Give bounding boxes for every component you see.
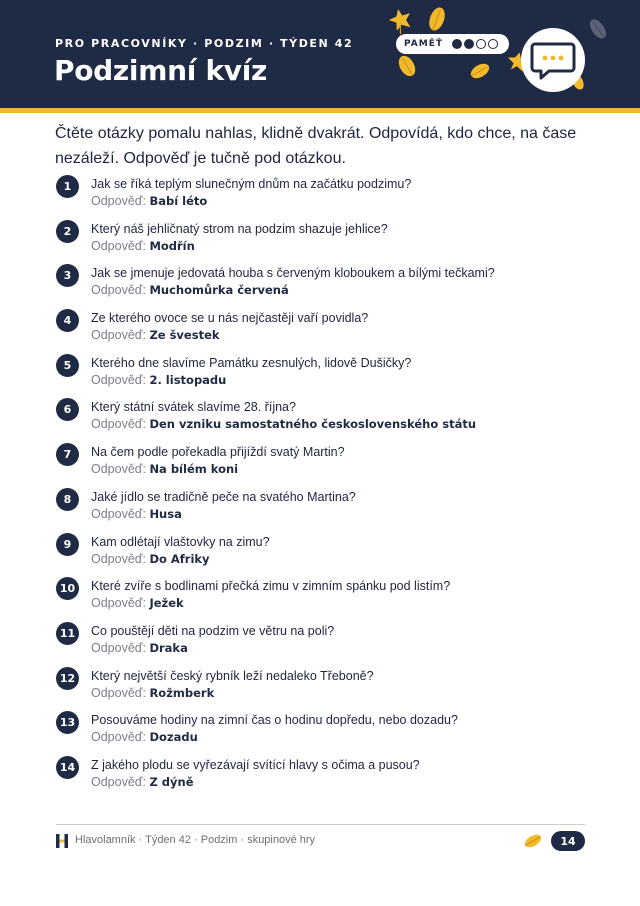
level-dot-empty [476, 39, 486, 49]
answer-line [91, 328, 220, 342]
maple-leaf-icon [387, 7, 413, 35]
answer-value: Husa [149, 506, 182, 521]
question-text: Jak se říká teplým slunečným dnům na začátku podzimu? [91, 177, 412, 191]
level-dot-filled [464, 39, 474, 49]
question-item [56, 574, 596, 619]
answer-line [91, 462, 238, 476]
question-number: 7 [56, 443, 79, 466]
question-text: Kam odlétají vlaštovky na zimu? [91, 534, 270, 549]
answer-line [91, 775, 194, 789]
question-number: 12 [56, 667, 79, 690]
answer-label: Odpověď: [91, 774, 146, 789]
question-text: Který náš jehličnatý strom na podzim shazuje jehlice? [91, 221, 388, 236]
answer-value: Ze švestek [149, 328, 220, 343]
intro-instructions: Čtěte otázky pomalu nahlas, klidně dvakrát. Odpovídá, kdo chce, na čase nezáleží. Odpověď je tučně pod otázkou. [55, 125, 577, 167]
page-header [0, 0, 640, 108]
oval-leaf-icon [468, 61, 491, 81]
footer-divider [56, 824, 585, 825]
question-text: Co pouštějí děti na podzim ve větru na poli? [91, 623, 335, 638]
question-number: 14 [56, 756, 79, 779]
question-number: 8 [56, 488, 79, 511]
answer-value: Dozadu [149, 730, 198, 745]
answer-line [91, 283, 289, 297]
question-text: Na čem podle pořekadla přijíždí svatý Martin? [91, 445, 345, 460]
answer-value: Draka [149, 640, 188, 655]
question-item [56, 172, 596, 217]
answer-line [91, 194, 207, 208]
answer-label: Odpověď: [91, 551, 146, 566]
level-dot-empty [488, 39, 498, 49]
question-item [56, 306, 596, 351]
answer-line [91, 552, 210, 566]
answer-value: Na bílém koni [149, 462, 239, 477]
question-number: 9 [56, 533, 79, 556]
question-item [56, 485, 596, 530]
question-item [56, 217, 596, 262]
header-kicker: PRO PRACOVNÍKY · PODZIM · TÝDEN 42 [55, 37, 354, 50]
speech-bubble-badge [521, 28, 585, 92]
question-number: 4 [56, 309, 79, 332]
level-dot-filled [452, 39, 462, 49]
question-text: Který největší český rybník leží nedaleko Třeboně? [91, 668, 374, 683]
answer-label: Odpověď: [91, 238, 146, 253]
answer-line [91, 239, 195, 253]
memory-skill-badge [396, 34, 509, 54]
skill-label: PAMĚŤ [404, 39, 443, 49]
question-number: 6 [56, 398, 79, 421]
speech-bubble-icon [521, 28, 585, 92]
answer-label: Odpověď: [91, 730, 146, 745]
question-item [56, 261, 596, 306]
question-text: Které zvíře s bodlinami přečká zimu v zimním spánku pod listím? [91, 579, 451, 594]
question-item [56, 753, 596, 798]
answer-label: Odpověď: [91, 372, 146, 387]
question-number: 5 [56, 354, 79, 377]
answer-value: Do Afriky [149, 551, 210, 566]
answer-label: Odpověď: [91, 685, 146, 700]
question-number: 2 [56, 220, 79, 243]
answer-value: Modřín [149, 238, 195, 253]
question-item [56, 351, 596, 396]
answer-value: Den vzniku samostatného československého státu [149, 417, 477, 432]
h-logo-icon [56, 834, 68, 848]
question-item [56, 664, 596, 709]
question-text: Posouváme hodiny na zimní čas o hodinu dopředu, nebo dozadu? [91, 713, 458, 728]
answer-label: Odpověď: [91, 596, 146, 611]
page-number: 14 [551, 831, 585, 851]
answer-value: 2. listopadu [149, 372, 227, 387]
question-text: Jaké jídlo se tradičně peče na svatého Martina? [91, 489, 356, 504]
question-number: 1 [56, 175, 79, 198]
question-number: 3 [56, 264, 79, 287]
answer-line [91, 373, 226, 387]
answer-label: Odpověď: [91, 417, 146, 432]
autumn-leaves-decoration [380, 0, 640, 108]
oval-leaf-icon [395, 53, 418, 79]
answer-label: Odpověď: [91, 462, 146, 477]
answer-value: Babí léto [149, 194, 208, 208]
answer-value: Z dýně [149, 774, 194, 789]
question-text: Který státní svátek slavíme 28. října? [91, 400, 296, 415]
answer-line [91, 730, 198, 744]
question-number: 13 [56, 711, 79, 734]
answer-value: Muchomůrka červená [149, 283, 289, 298]
oak-leaf-icon [426, 5, 447, 32]
question-item [56, 395, 596, 440]
page-title: Podzimní kvíz [54, 54, 268, 87]
question-item [56, 619, 596, 664]
question-number: 11 [56, 622, 79, 645]
answer-line [91, 417, 476, 431]
answer-label: Odpověď: [91, 640, 146, 655]
answer-line [91, 596, 184, 610]
answer-line [91, 507, 182, 521]
answer-label: Odpověď: [91, 506, 146, 521]
question-list [56, 172, 596, 798]
question-number: 10 [56, 577, 79, 600]
question-text: Ze kterého ovoce se u nás nejčastěji vaří povidla? [91, 311, 369, 326]
answer-label: Odpověď: [91, 283, 146, 298]
answer-value: Rožmberk [149, 685, 215, 700]
answer-label: Odpověď: [91, 328, 146, 343]
question-item [56, 440, 596, 485]
question-text: Kterého dne slavíme Památku zesnulých, lidově Dušičky? [91, 355, 412, 370]
answer-value: Ježek [149, 596, 184, 611]
header-accent-stripe [0, 108, 640, 113]
question-item [56, 530, 596, 575]
question-item [56, 708, 596, 753]
question-text: Z jakého plodu se vyřezávají svítící hlavy s očima a pusou? [91, 757, 420, 772]
answer-line [91, 686, 214, 700]
answer-line [91, 641, 188, 655]
answer-label: Odpověď: [91, 194, 146, 208]
question-text: Jak se jmenuje jedovatá houba s červeným kloboukem a bílými tečkami? [91, 266, 495, 281]
grey-leaf-icon [587, 17, 609, 42]
footer-text: Hlavolamník · Týden 42 · Podzim · skupinové hry [75, 834, 316, 846]
leaf-icon [522, 832, 544, 850]
